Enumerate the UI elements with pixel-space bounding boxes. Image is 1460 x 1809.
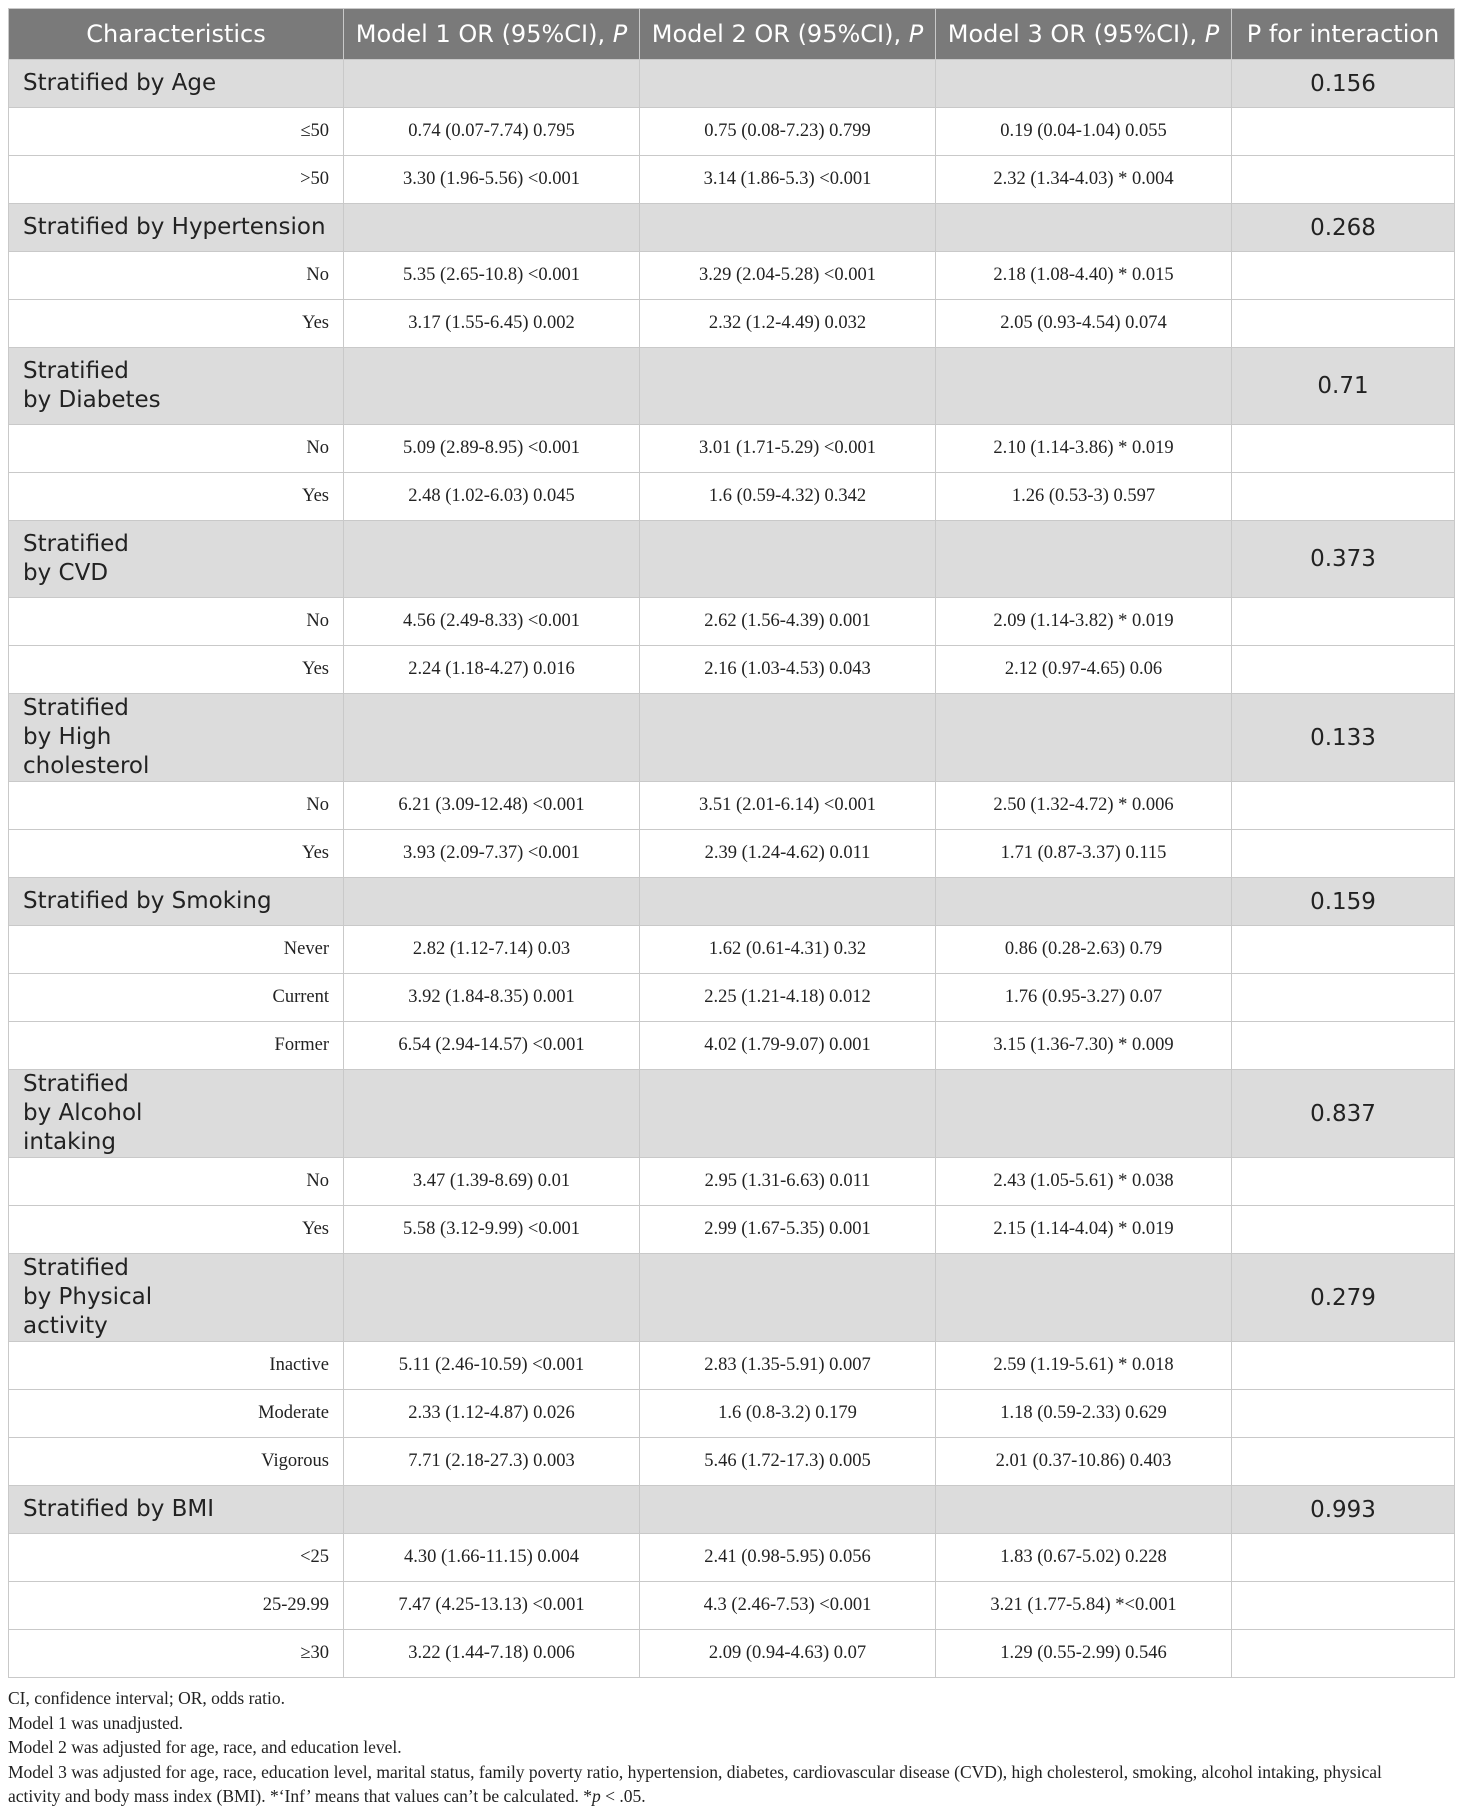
header-model3: [936, 9, 1232, 60]
group-row: [9, 348, 1455, 425]
model2-value: 2.16 (1.03-4.53) 0.043: [640, 646, 936, 694]
header-characteristics: Characteristics: [9, 9, 344, 60]
footnote-abbrev: CI, confidence interval; OR, odds ratio.: [8, 1688, 286, 1708]
footnote-model2: Model 2 was adjusted for age, race, and education level.: [8, 1737, 402, 1757]
group-empty-cell: [936, 1254, 1232, 1342]
group-empty-cell: [936, 1070, 1232, 1158]
model2-value: 2.32 (1.2-4.49) 0.032: [640, 300, 936, 348]
p-interaction-empty: [1232, 1022, 1455, 1070]
model1-value: 3.47 (1.39-8.69) 0.01: [344, 1158, 640, 1206]
table-row: [9, 108, 1455, 156]
group-name: Stratified by Hypertension: [9, 204, 344, 252]
model1-value: 5.11 (2.46-10.59) <0.001: [344, 1342, 640, 1390]
table-row: [9, 473, 1455, 521]
model3-value: 2.50 (1.32-4.72) * 0.006: [936, 782, 1232, 830]
group-empty-cell: [640, 348, 936, 425]
model1-value: 7.47 (4.25-13.13) <0.001: [344, 1582, 640, 1630]
model3-value: 3.15 (1.36-7.30) * 0.009: [936, 1022, 1232, 1070]
footnote-model3-line1: Model 3 was adjusted for age, race, education level, marital status, family poverty ratio, hypertension, diabetes, cardiovascular disease (CVD), high cholesterol, smoking, alcohol intaking, physical: [8, 1761, 1382, 1782]
p-interaction-empty: [1232, 1342, 1455, 1390]
model2-value: 2.41 (0.98-5.95) 0.056: [640, 1534, 936, 1582]
model1-value: 0.74 (0.07-7.74) 0.795: [344, 108, 640, 156]
group-row: [9, 60, 1455, 108]
group-name-text: Stratified by Physical activity: [23, 1255, 153, 1339]
group-empty-cell: [936, 521, 1232, 598]
model2-value: 1.6 (0.8-3.2) 0.179: [640, 1390, 936, 1438]
subgroup-label: Yes: [9, 646, 344, 694]
subgroup-label: Yes: [9, 830, 344, 878]
model2-value: 5.46 (1.72-17.3) 0.005: [640, 1438, 936, 1486]
model1-value: 5.58 (3.12-9.99) <0.001: [344, 1206, 640, 1254]
p-interaction-value: 0.71: [1232, 348, 1455, 425]
p-interaction-empty: [1232, 1630, 1455, 1678]
table-row: [9, 1582, 1455, 1630]
group-empty-cell: [344, 694, 640, 782]
group-empty-cell: [344, 521, 640, 598]
p-interaction-value: 0.279: [1232, 1254, 1455, 1342]
model3-value: 2.59 (1.19-5.61) * 0.018: [936, 1342, 1232, 1390]
table-row: [9, 646, 1455, 694]
group-row: [9, 878, 1455, 926]
model2-value: 2.09 (0.94-4.63) 0.07: [640, 1630, 936, 1678]
subgroup-label: No: [9, 782, 344, 830]
p-interaction-value: 0.837: [1232, 1070, 1455, 1158]
p-interaction-empty: [1232, 425, 1455, 473]
group-empty-cell: [344, 204, 640, 252]
group-empty-cell: [344, 1254, 640, 1342]
p-interaction-empty: [1232, 974, 1455, 1022]
model2-value: 4.02 (1.79-9.07) 0.001: [640, 1022, 936, 1070]
model3-value: 2.05 (0.93-4.54) 0.074: [936, 300, 1232, 348]
table-row: [9, 1022, 1455, 1070]
group-row: [9, 521, 1455, 598]
p-interaction-empty: [1232, 646, 1455, 694]
header-model2: [640, 9, 936, 60]
group-empty-cell: [344, 1486, 640, 1534]
subgroup-label: Inactive: [9, 1342, 344, 1390]
model3-value: 1.83 (0.67-5.02) 0.228: [936, 1534, 1232, 1582]
subgroup-label: ≥30: [9, 1630, 344, 1678]
table-row: [9, 300, 1455, 348]
subgroup-label: Current: [9, 974, 344, 1022]
model2-value: 1.62 (0.61-4.31) 0.32: [640, 926, 936, 974]
footnote-model3-line2: activity and body mass index (BMI). *‘Inf’ means that values can’t be calculated. *: [8, 1786, 592, 1806]
p-interaction-value: 0.373: [1232, 521, 1455, 598]
model3-value: 2.09 (1.14-3.82) * 0.019: [936, 598, 1232, 646]
model2-value: 2.83 (1.35-5.91) 0.007: [640, 1342, 936, 1390]
p-interaction-value: 0.133: [1232, 694, 1455, 782]
model2-value: 3.51 (2.01-6.14) <0.001: [640, 782, 936, 830]
model1-value: 5.35 (2.65-10.8) <0.001: [344, 252, 640, 300]
stratified-analysis-table: [8, 8, 1455, 1678]
group-name-text: Stratified by Alcohol intaking: [23, 1071, 143, 1155]
group-row: [9, 694, 1455, 782]
p-interaction-empty: [1232, 1390, 1455, 1438]
table-header-row: [9, 9, 1455, 60]
header-model1: [344, 9, 640, 60]
p-interaction-empty: [1232, 156, 1455, 204]
table-row: [9, 830, 1455, 878]
table-row: [9, 926, 1455, 974]
model1-value: 6.21 (3.09-12.48) <0.001: [344, 782, 640, 830]
model1-value: 4.56 (2.49-8.33) <0.001: [344, 598, 640, 646]
group-empty-cell: [344, 60, 640, 108]
group-name: [9, 348, 344, 425]
table-row: [9, 252, 1455, 300]
subgroup-label: <25: [9, 1534, 344, 1582]
table-row: [9, 782, 1455, 830]
p-interaction-value: 0.993: [1232, 1486, 1455, 1534]
model1-value: 4.30 (1.66-11.15) 0.004: [344, 1534, 640, 1582]
model3-value: 1.76 (0.95-3.27) 0.07: [936, 974, 1232, 1022]
group-empty-cell: [640, 204, 936, 252]
header-model3-label: Model 3 OR (95%CI),: [947, 20, 1205, 48]
subgroup-label: Former: [9, 1022, 344, 1070]
table-row: [9, 156, 1455, 204]
group-empty-cell: [936, 878, 1232, 926]
header-model1-p: P: [612, 20, 628, 48]
group-name: Stratified by Smoking: [9, 878, 344, 926]
p-interaction-empty: [1232, 1438, 1455, 1486]
model3-value: 1.26 (0.53-3) 0.597: [936, 473, 1232, 521]
model2-value: 3.29 (2.04-5.28) <0.001: [640, 252, 936, 300]
model3-value: 2.10 (1.14-3.86) * 0.019: [936, 425, 1232, 473]
subgroup-label: No: [9, 598, 344, 646]
group-empty-cell: [936, 348, 1232, 425]
group-empty-cell: [640, 1070, 936, 1158]
group-empty-cell: [640, 694, 936, 782]
subgroup-label: >50: [9, 156, 344, 204]
table-row: [9, 1534, 1455, 1582]
model1-value: 2.82 (1.12-7.14) 0.03: [344, 926, 640, 974]
model2-value: 2.95 (1.31-6.63) 0.011: [640, 1158, 936, 1206]
model3-value: 0.19 (0.04-1.04) 0.055: [936, 108, 1232, 156]
model1-value: 3.93 (2.09-7.37) <0.001: [344, 830, 640, 878]
header-model3-p: P: [1204, 20, 1220, 48]
p-interaction-empty: [1232, 1582, 1455, 1630]
header-model1-label: Model 1 OR (95%CI),: [355, 20, 613, 48]
table-row: [9, 1206, 1455, 1254]
table-row: [9, 1158, 1455, 1206]
group-name: [9, 694, 344, 782]
model1-value: 5.09 (2.89-8.95) <0.001: [344, 425, 640, 473]
group-row: [9, 1486, 1455, 1534]
group-row: [9, 204, 1455, 252]
p-interaction-empty: [1232, 108, 1455, 156]
model1-value: 3.30 (1.96-5.56) <0.001: [344, 156, 640, 204]
group-name: [9, 521, 344, 598]
subgroup-label: 25-29.99: [9, 1582, 344, 1630]
model1-value: 2.33 (1.12-4.87) 0.026: [344, 1390, 640, 1438]
model1-value: 7.71 (2.18-27.3) 0.003: [344, 1438, 640, 1486]
model3-value: 0.86 (0.28-2.63) 0.79: [936, 926, 1232, 974]
subgroup-label: Moderate: [9, 1390, 344, 1438]
footnote-model1: Model 1 was unadjusted.: [8, 1712, 183, 1733]
footnote-p-threshold: < .05.: [600, 1786, 646, 1806]
model1-value: 2.48 (1.02-6.03) 0.045: [344, 473, 640, 521]
table-row: [9, 425, 1455, 473]
group-name: [9, 1254, 344, 1342]
group-empty-cell: [344, 878, 640, 926]
table-row: [9, 1438, 1455, 1486]
p-interaction-empty: [1232, 300, 1455, 348]
footnote-model3: [8, 1760, 1454, 1809]
group-empty-cell: [344, 1070, 640, 1158]
group-name-text: Stratified by High cholesterol: [23, 695, 150, 779]
subgroup-label: Yes: [9, 473, 344, 521]
table-row: [9, 598, 1455, 646]
group-empty-cell: [936, 60, 1232, 108]
model2-value: 2.39 (1.24-4.62) 0.011: [640, 830, 936, 878]
model2-value: 3.14 (1.86-5.3) <0.001: [640, 156, 936, 204]
table-row: [9, 1342, 1455, 1390]
group-empty-cell: [344, 348, 640, 425]
table-row: [9, 974, 1455, 1022]
model2-value: 0.75 (0.08-7.23) 0.799: [640, 108, 936, 156]
results-document: [8, 8, 1454, 1809]
subgroup-label: No: [9, 252, 344, 300]
group-name: Stratified by Age: [9, 60, 344, 108]
footnote-p-symbol: p: [591, 1786, 601, 1806]
model3-value: 1.18 (0.59-2.33) 0.629: [936, 1390, 1232, 1438]
model3-value: 3.21 (1.77-5.84) *<0.001: [936, 1582, 1232, 1630]
subgroup-label: Never: [9, 926, 344, 974]
p-interaction-empty: [1232, 598, 1455, 646]
header-model2-label: Model 2 OR (95%CI),: [651, 20, 909, 48]
model3-value: 2.32 (1.34-4.03) * 0.004: [936, 156, 1232, 204]
model3-value: 2.12 (0.97-4.65) 0.06: [936, 646, 1232, 694]
subgroup-label: ≤50: [9, 108, 344, 156]
p-interaction-empty: [1232, 830, 1455, 878]
group-empty-cell: [640, 878, 936, 926]
model1-value: 6.54 (2.94-14.57) <0.001: [344, 1022, 640, 1070]
model2-value: 4.3 (2.46-7.53) <0.001: [640, 1582, 936, 1630]
model2-value: 1.6 (0.59-4.32) 0.342: [640, 473, 936, 521]
model1-value: 3.22 (1.44-7.18) 0.006: [344, 1630, 640, 1678]
p-interaction-value: 0.268: [1232, 204, 1455, 252]
model2-value: 3.01 (1.71-5.29) <0.001: [640, 425, 936, 473]
group-row: [9, 1254, 1455, 1342]
table-row: [9, 1630, 1455, 1678]
model3-value: 1.29 (0.55-2.99) 0.546: [936, 1630, 1232, 1678]
subgroup-label: Vigorous: [9, 1438, 344, 1486]
model2-value: 2.25 (1.21-4.18) 0.012: [640, 974, 936, 1022]
header-model2-p: P: [908, 20, 924, 48]
model2-value: 2.62 (1.56-4.39) 0.001: [640, 598, 936, 646]
p-interaction-value: 0.159: [1232, 878, 1455, 926]
group-row: [9, 1070, 1455, 1158]
model1-value: 3.92 (1.84-8.35) 0.001: [344, 974, 640, 1022]
subgroup-label: Yes: [9, 1206, 344, 1254]
header-p-interaction: P for interaction: [1232, 9, 1455, 60]
model1-value: 3.17 (1.55-6.45) 0.002: [344, 300, 640, 348]
group-name-text: Stratified by Diabetes: [23, 358, 161, 413]
model1-value: 2.24 (1.18-4.27) 0.016: [344, 646, 640, 694]
p-interaction-empty: [1232, 252, 1455, 300]
table-row: [9, 1390, 1455, 1438]
model3-value: 2.15 (1.14-4.04) * 0.019: [936, 1206, 1232, 1254]
group-empty-cell: [640, 1486, 936, 1534]
group-empty-cell: [640, 521, 936, 598]
p-interaction-empty: [1232, 1534, 1455, 1582]
group-empty-cell: [640, 1254, 936, 1342]
subgroup-label: Yes: [9, 300, 344, 348]
p-interaction-empty: [1232, 473, 1455, 521]
model3-value: 1.71 (0.87-3.37) 0.115: [936, 830, 1232, 878]
subgroup-label: No: [9, 425, 344, 473]
p-interaction-empty: [1232, 1206, 1455, 1254]
model3-value: 2.01 (0.37-10.86) 0.403: [936, 1438, 1232, 1486]
group-name-text: Stratified by CVD: [23, 531, 129, 586]
group-empty-cell: [640, 60, 936, 108]
p-interaction-value: 0.156: [1232, 60, 1455, 108]
group-name: Stratified by BMI: [9, 1486, 344, 1534]
table-body: [9, 60, 1455, 1678]
table-footnotes: [8, 1686, 1454, 1809]
group-empty-cell: [936, 694, 1232, 782]
p-interaction-empty: [1232, 1158, 1455, 1206]
group-empty-cell: [936, 204, 1232, 252]
model3-value: 2.18 (1.08-4.40) * 0.015: [936, 252, 1232, 300]
model3-value: 2.43 (1.05-5.61) * 0.038: [936, 1158, 1232, 1206]
p-interaction-empty: [1232, 926, 1455, 974]
model2-value: 2.99 (1.67-5.35) 0.001: [640, 1206, 936, 1254]
group-empty-cell: [936, 1486, 1232, 1534]
p-interaction-empty: [1232, 782, 1455, 830]
subgroup-label: No: [9, 1158, 344, 1206]
group-name: [9, 1070, 344, 1158]
